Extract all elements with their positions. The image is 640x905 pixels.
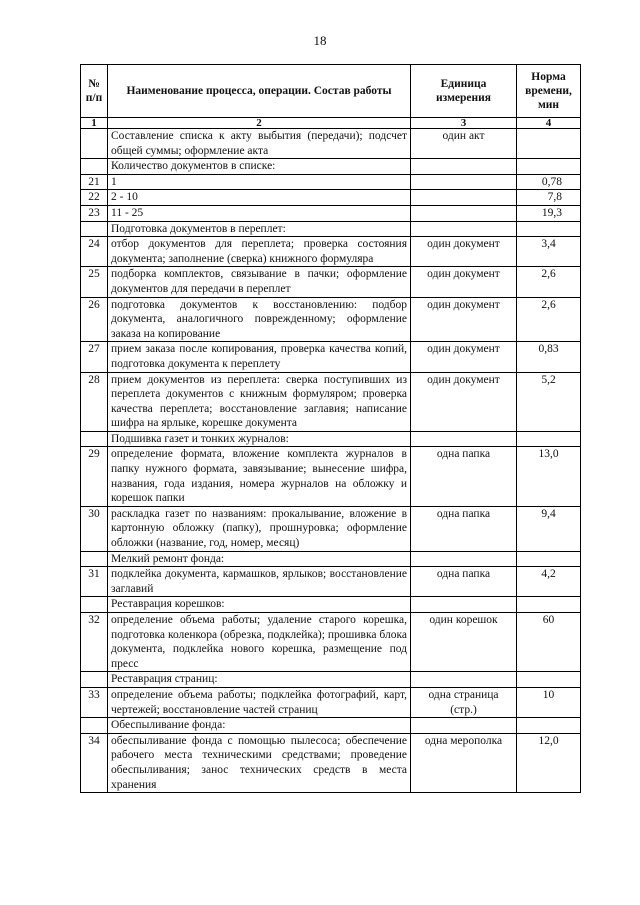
row-unit bbox=[411, 551, 517, 567]
row-number: 34 bbox=[81, 733, 108, 792]
row-description bbox=[108, 447, 411, 506]
row-norm: 7,8 bbox=[517, 190, 581, 206]
row-unit: один корешок bbox=[411, 613, 517, 672]
row-description-text: Обеспыливание фонда: bbox=[111, 719, 226, 732]
table-row bbox=[81, 733, 581, 792]
row-norm: 19,3 bbox=[517, 205, 581, 221]
row-norm: 10 bbox=[517, 687, 581, 717]
row-description bbox=[108, 506, 411, 551]
row-number bbox=[81, 129, 108, 159]
row-description-text: подклейка документа, кармашков, ярлыков; восстановление заглавий bbox=[111, 568, 407, 595]
row-number: 22 bbox=[81, 190, 108, 206]
table-header-row bbox=[81, 65, 581, 118]
row-unit bbox=[411, 672, 517, 688]
row-description bbox=[108, 342, 411, 372]
row-description bbox=[108, 613, 411, 672]
row-number bbox=[81, 431, 108, 447]
table-row bbox=[81, 205, 581, 221]
row-description-text: раскладка газет по названиям: прокалывание, вложение в картонную обложку (папку), прошнуровка; оформление обложки (название, год, номер, месяц) bbox=[111, 507, 407, 550]
table-row bbox=[81, 129, 581, 159]
row-description-text: прием документов из переплета: сверка поступивших из переплета документов с книжным формуляром; проверка качества переплета; восстановление заглавия; написание шифра на ярлыке, корешке документа bbox=[111, 373, 407, 430]
row-description bbox=[108, 129, 411, 159]
header-name: Наименование процесса, операции. Состав работы bbox=[108, 65, 411, 118]
row-norm: 3,4 bbox=[517, 237, 581, 267]
row-unit bbox=[411, 718, 517, 734]
column-numbers-row bbox=[81, 118, 581, 129]
row-unit: одна папка bbox=[411, 506, 517, 551]
row-number bbox=[81, 159, 108, 175]
row-unit bbox=[411, 597, 517, 613]
row-description-text: 1 bbox=[111, 175, 117, 188]
time-norms-table bbox=[80, 64, 581, 793]
row-description-text: определение формата, вложение комплекта журналов в папку нужного формата, завязывание; вынесение шифра, названия, года издания, номера журналов на обложку и корешок папки bbox=[111, 448, 407, 505]
row-number bbox=[81, 597, 108, 613]
row-norm bbox=[517, 159, 581, 175]
table-row bbox=[81, 431, 581, 447]
row-description-text: Реставрация страниц: bbox=[111, 673, 218, 686]
row-description bbox=[108, 672, 411, 688]
row-number: 21 bbox=[81, 174, 108, 190]
row-unit bbox=[411, 205, 517, 221]
row-description bbox=[108, 267, 411, 297]
column-number: 2 bbox=[108, 118, 411, 129]
row-unit: один документ bbox=[411, 342, 517, 372]
column-number: 1 bbox=[81, 118, 108, 129]
row-description bbox=[108, 159, 411, 175]
row-unit bbox=[411, 221, 517, 237]
row-unit: один документ bbox=[411, 297, 517, 342]
table-row bbox=[81, 342, 581, 372]
row-description bbox=[108, 551, 411, 567]
table-row bbox=[81, 672, 581, 688]
row-norm: 60 bbox=[517, 613, 581, 672]
row-norm bbox=[517, 597, 581, 613]
row-description bbox=[108, 174, 411, 190]
row-description-text: Подшивка газет и тонких журналов: bbox=[111, 432, 289, 445]
row-number: 28 bbox=[81, 372, 108, 431]
row-unit: одна страница (стр.) bbox=[411, 687, 517, 717]
row-norm: 2,6 bbox=[517, 267, 581, 297]
table-row bbox=[81, 551, 581, 567]
table-row bbox=[81, 567, 581, 597]
row-description bbox=[108, 687, 411, 717]
table-row bbox=[81, 159, 581, 175]
header-unit: Единица измерения bbox=[411, 65, 517, 118]
table-row bbox=[81, 221, 581, 237]
row-unit bbox=[411, 190, 517, 206]
table-body bbox=[81, 129, 581, 793]
row-unit: одна мерополка bbox=[411, 733, 517, 792]
table-row bbox=[81, 447, 581, 506]
row-unit: один документ bbox=[411, 237, 517, 267]
row-norm bbox=[517, 718, 581, 734]
row-number bbox=[81, 221, 108, 237]
row-description-text: 11 - 25 bbox=[111, 206, 144, 219]
row-description-text: Реставрация корешков: bbox=[111, 598, 225, 611]
row-number bbox=[81, 551, 108, 567]
header-num: № п/п bbox=[81, 65, 108, 118]
row-description bbox=[108, 597, 411, 613]
row-description-text: 2 - 10 bbox=[111, 191, 138, 204]
row-norm bbox=[517, 221, 581, 237]
row-norm: 12,0 bbox=[517, 733, 581, 792]
table-row bbox=[81, 372, 581, 431]
row-description bbox=[108, 733, 411, 792]
table-row bbox=[81, 597, 581, 613]
table-row bbox=[81, 506, 581, 551]
row-description-text: определение объема работы; подклейка фотографий, карт, чертежей; восстановление частей страниц bbox=[111, 688, 407, 716]
row-description-text: Подготовка документов в переплет: bbox=[111, 222, 286, 235]
row-unit bbox=[411, 159, 517, 175]
row-unit: одна папка bbox=[411, 447, 517, 506]
table-row bbox=[81, 613, 581, 672]
page-number: 18 bbox=[313, 33, 327, 48]
row-norm: 4,2 bbox=[517, 567, 581, 597]
row-number: 29 bbox=[81, 447, 108, 506]
row-norm bbox=[517, 551, 581, 567]
row-unit bbox=[411, 431, 517, 447]
row-norm: 9,4 bbox=[517, 506, 581, 551]
row-description-text: Составление списка к акту выбытия (передачи); подсчет общей суммы; оформление акта bbox=[111, 130, 407, 157]
table-row bbox=[81, 237, 581, 267]
table-row bbox=[81, 687, 581, 717]
row-norm: 0,78 bbox=[517, 174, 581, 190]
row-description-text: прием заказа после копирования, проверка качества копий, подготовка документа к переплету bbox=[111, 343, 407, 370]
row-description-text: Мелкий ремонт фонда: bbox=[111, 552, 225, 565]
table-row bbox=[81, 718, 581, 734]
row-number: 26 bbox=[81, 297, 108, 342]
row-number bbox=[81, 672, 108, 688]
row-number: 33 bbox=[81, 687, 108, 717]
table-row bbox=[81, 297, 581, 342]
header-norm: Норма времени, мин bbox=[517, 65, 581, 118]
row-unit: один документ bbox=[411, 267, 517, 297]
row-description bbox=[108, 221, 411, 237]
row-number: 31 bbox=[81, 567, 108, 597]
row-number bbox=[81, 718, 108, 734]
row-description-text: подготовка документов к восстановлению: подбор документа, аналогичного поврежденному; оформление заказа на копирование bbox=[111, 298, 407, 340]
row-norm bbox=[517, 129, 581, 159]
row-description-text: отбор документов для переплета; проверка состояния документа; заполнение (сверка) книжного формуляра bbox=[111, 238, 407, 265]
row-description bbox=[108, 297, 411, 342]
column-number: 3 bbox=[411, 118, 517, 129]
column-number: 4 bbox=[517, 118, 581, 129]
row-norm bbox=[517, 672, 581, 688]
row-norm: 13,0 bbox=[517, 447, 581, 506]
table-row bbox=[81, 174, 581, 190]
row-number: 25 bbox=[81, 267, 108, 297]
table-row bbox=[81, 267, 581, 297]
row-number: 27 bbox=[81, 342, 108, 372]
row-number: 24 bbox=[81, 237, 108, 267]
row-description-text: определение объема работы; удаление старого корешка, подготовка коленкора (обрезка, подклейка); прошивка блока документа, подклейка нового корешка, размещение под пресс bbox=[111, 614, 407, 670]
row-description bbox=[108, 237, 411, 267]
row-norm: 5,2 bbox=[517, 372, 581, 431]
row-description bbox=[108, 190, 411, 206]
row-unit: один документ bbox=[411, 372, 517, 431]
row-unit bbox=[411, 174, 517, 190]
row-number: 30 bbox=[81, 506, 108, 551]
row-description-text: Количество документов в списке: bbox=[111, 160, 276, 173]
row-unit: один акт bbox=[411, 129, 517, 159]
row-number: 32 bbox=[81, 613, 108, 672]
row-description bbox=[108, 372, 411, 431]
row-norm: 2,6 bbox=[517, 297, 581, 342]
row-description bbox=[108, 718, 411, 734]
row-description bbox=[108, 205, 411, 221]
row-description-text: подборка комплектов, связывание в пачки; оформление документов для передачи в переплет bbox=[111, 268, 407, 295]
table-row bbox=[81, 190, 581, 206]
row-norm bbox=[517, 431, 581, 447]
row-description-text: обеспыливание фонда с помощью пылесоса; обеспечение рабочего места техническими средствами; проведение обеспыливания; занос технических средств в места хранения bbox=[111, 734, 407, 791]
row-norm: 0,83 bbox=[517, 342, 581, 372]
row-description bbox=[108, 431, 411, 447]
row-number: 23 bbox=[81, 205, 108, 221]
row-description bbox=[108, 567, 411, 597]
row-unit: одна папка bbox=[411, 567, 517, 597]
